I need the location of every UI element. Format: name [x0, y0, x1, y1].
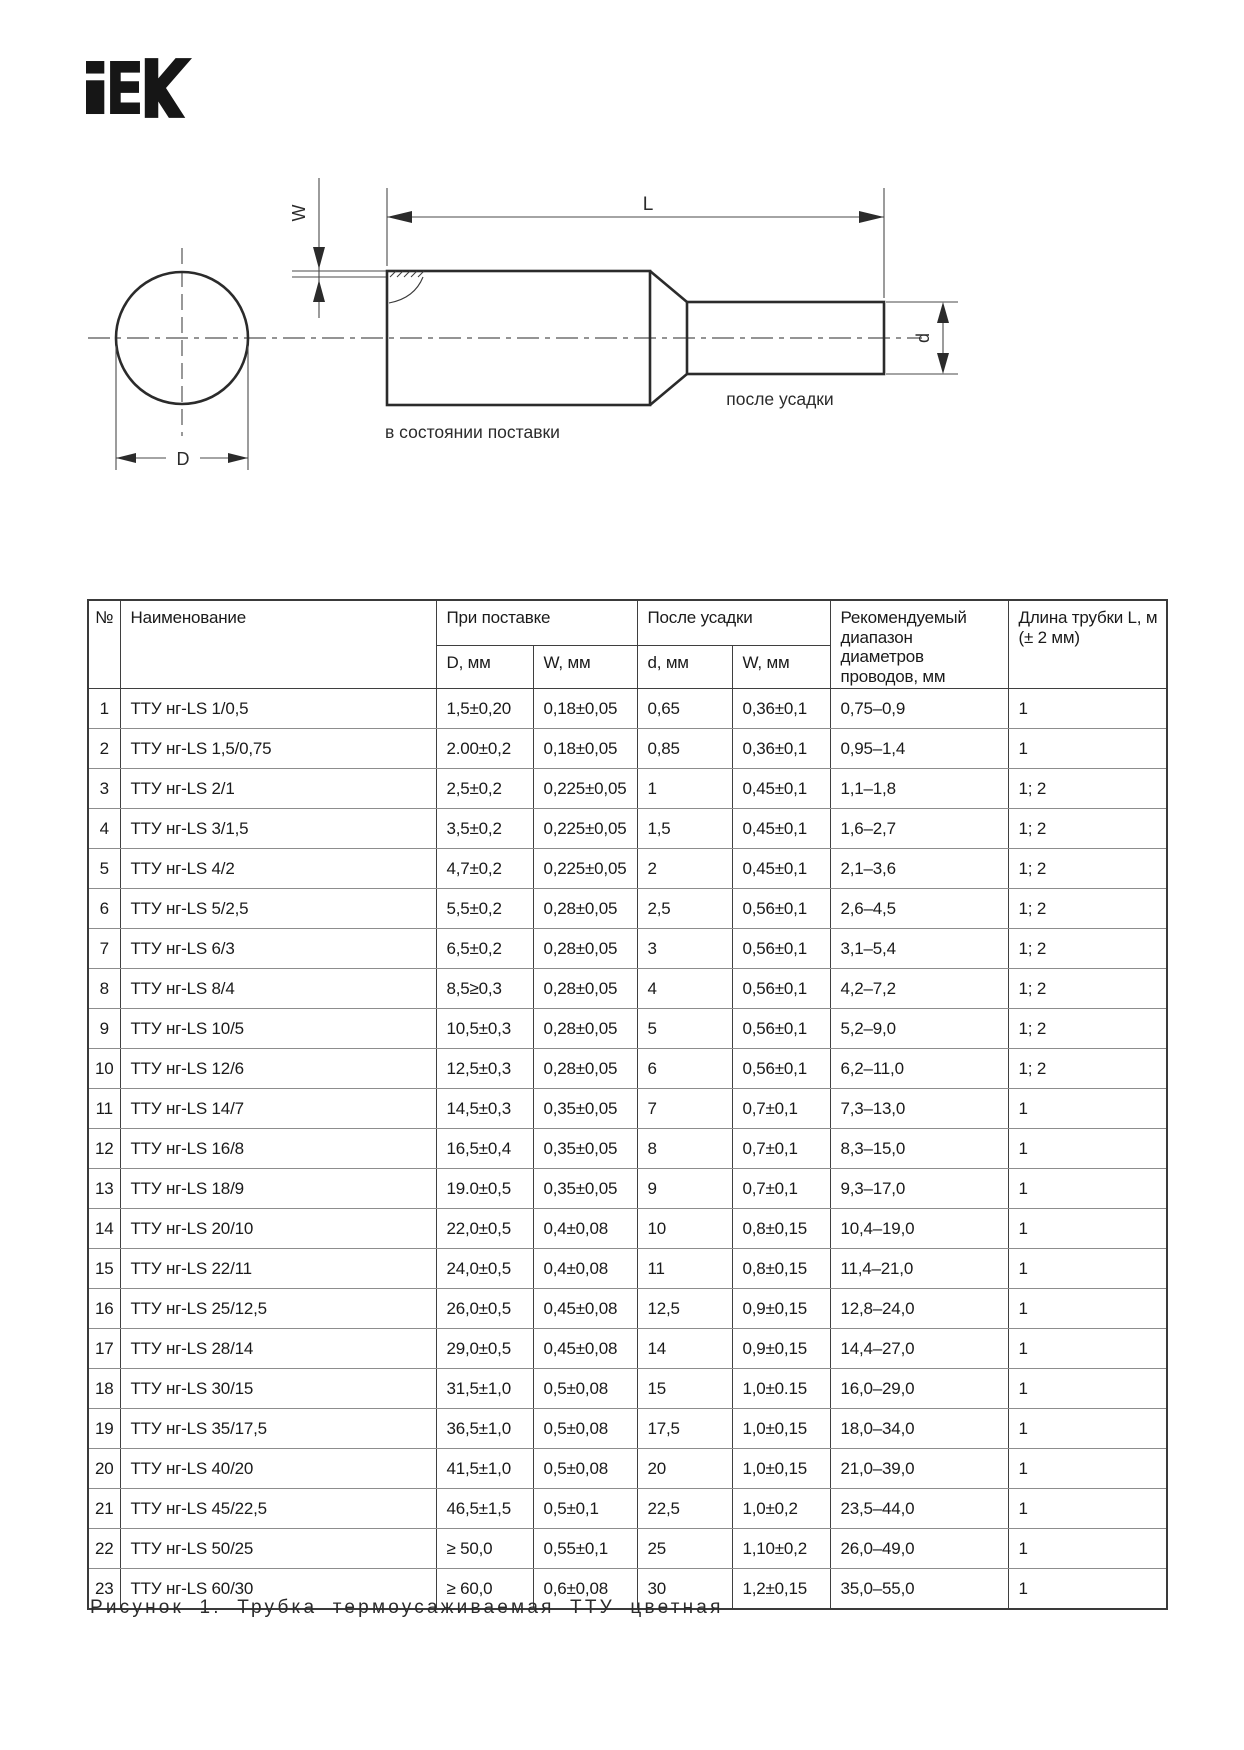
table-row [88, 729, 1167, 769]
spec-table [87, 599, 1168, 1610]
cell-wire-range: 4,2–7,2 [830, 969, 1008, 1009]
cell-product-name: ТТУ нг-LS 20/10 [120, 1209, 436, 1249]
cell-tube-length: 1; 2 [1008, 929, 1167, 969]
table-row [88, 1049, 1167, 1089]
dim-label-d: d [913, 332, 933, 344]
cell-product-name: ТТУ нг-LS 5/2,5 [120, 889, 436, 929]
cell-shrunk-W: 0,9±0,15 [732, 1329, 830, 1369]
cell-shrunk-d: 14 [637, 1329, 732, 1369]
cell-shrunk-d: 15 [637, 1369, 732, 1409]
cell-tube-length: 1 [1008, 1489, 1167, 1529]
cell-shrunk-W: 0,45±0,1 [732, 809, 830, 849]
cell-shrunk-W: 1,10±0,2 [732, 1529, 830, 1569]
cell-shrunk-d: 30 [637, 1569, 732, 1610]
cell-delivery-W: 0,5±0,08 [533, 1409, 637, 1449]
cell-shrunk-d: 0,65 [637, 689, 732, 729]
cell-product-name: ТТУ нг-LS 12/6 [120, 1049, 436, 1089]
col-header-num: № [88, 600, 120, 689]
table-row [88, 889, 1167, 929]
l-arrow-right [859, 211, 884, 223]
cell-tube-length: 1; 2 [1008, 1009, 1167, 1049]
cell-tube-length: 1 [1008, 1289, 1167, 1329]
cell-product-name: ТТУ нг-LS 30/15 [120, 1369, 436, 1409]
table-row [88, 1169, 1167, 1209]
cell-delivery-W: 0,18±0,05 [533, 729, 637, 769]
technical-drawing [0, 0, 1244, 500]
cell-shrunk-d: 2 [637, 849, 732, 889]
cell-product-name: ТТУ нг-LS 40/20 [120, 1449, 436, 1489]
cell-shrunk-W: 1,0±0,2 [732, 1489, 830, 1529]
cell-wire-range: 0,95–1,4 [830, 729, 1008, 769]
cell-shrunk-W: 0,56±0,1 [732, 1049, 830, 1089]
cell-row-number: 19 [88, 1409, 120, 1449]
table-row [88, 769, 1167, 809]
cell-product-name: ТТУ нг-LS 8/4 [120, 969, 436, 1009]
dim-label-D: D [176, 449, 190, 469]
cell-row-number: 1 [88, 689, 120, 729]
cell-tube-length: 1; 2 [1008, 969, 1167, 1009]
cell-delivery-W: 0,5±0,08 [533, 1449, 637, 1489]
cell-delivery-D: 5,5±0,2 [436, 889, 533, 929]
cell-row-number: 9 [88, 1009, 120, 1049]
cell-delivery-W: 0,28±0,05 [533, 1009, 637, 1049]
cell-shrunk-d: 3 [637, 929, 732, 969]
cell-tube-length: 1 [1008, 1169, 1167, 1209]
cell-product-name: ТТУ нг-LS 14/7 [120, 1089, 436, 1129]
cell-delivery-W: 0,4±0,08 [533, 1209, 637, 1249]
cell-row-number: 15 [88, 1249, 120, 1289]
cell-delivery-W: 0,55±0,1 [533, 1529, 637, 1569]
cell-wire-range: 3,1–5,4 [830, 929, 1008, 969]
cell-row-number: 5 [88, 849, 120, 889]
col-header-after-shrink: После усадки [637, 600, 830, 646]
d-arrow-left [116, 453, 136, 463]
cell-wire-range: 5,2–9,0 [830, 1009, 1008, 1049]
cell-product-name: ТТУ нг-LS 28/14 [120, 1329, 436, 1369]
cell-shrunk-d: 8 [637, 1129, 732, 1169]
header-row-groups [88, 600, 1167, 646]
table-row [88, 1529, 1167, 1569]
col-header-D-mm: D, мм [436, 646, 533, 689]
cell-shrunk-W: 1,0±0.15 [732, 1369, 830, 1409]
cell-shrunk-d: 0,85 [637, 729, 732, 769]
cell-row-number: 11 [88, 1089, 120, 1129]
cell-delivery-D: 16,5±0,4 [436, 1129, 533, 1169]
cell-delivery-W: 0,45±0,08 [533, 1289, 637, 1329]
cell-row-number: 2 [88, 729, 120, 769]
cell-product-name: ТТУ нг-LS 3/1,5 [120, 809, 436, 849]
cell-shrunk-d: 12,5 [637, 1289, 732, 1329]
cell-delivery-W: 0,225±0,05 [533, 849, 637, 889]
cell-shrunk-W: 1,2±0,15 [732, 1569, 830, 1610]
cell-shrunk-W: 1,0±0,15 [732, 1409, 830, 1449]
cell-product-name: ТТУ нг-LS 1/0,5 [120, 689, 436, 729]
cell-shrunk-d: 9 [637, 1169, 732, 1209]
cell-delivery-D: 26,0±0,5 [436, 1289, 533, 1329]
table-row [88, 1489, 1167, 1529]
table-row [88, 689, 1167, 729]
cell-delivery-D: 31,5±1,0 [436, 1369, 533, 1409]
cell-delivery-D: 14,5±0,3 [436, 1089, 533, 1129]
cell-delivery-D: 6,5±0,2 [436, 929, 533, 969]
cell-shrunk-d: 22,5 [637, 1489, 732, 1529]
table-row [88, 929, 1167, 969]
label-supplied-state: в состоянии поставки [385, 422, 560, 442]
col-header-at-delivery: При поставке [436, 600, 637, 646]
cell-delivery-D: 3,5±0,2 [436, 809, 533, 849]
dim-label-L: L [642, 194, 654, 215]
table-row [88, 1449, 1167, 1489]
cell-delivery-W: 0,18±0,05 [533, 689, 637, 729]
cell-shrunk-W: 0,36±0,1 [732, 689, 830, 729]
cell-tube-length: 1 [1008, 1089, 1167, 1129]
cell-delivery-W: 0,45±0,08 [533, 1329, 637, 1369]
cell-row-number: 8 [88, 969, 120, 1009]
label-after-shrink: после усадки [726, 389, 834, 409]
d-arrow-right [228, 453, 248, 463]
cell-row-number: 22 [88, 1529, 120, 1569]
cell-delivery-W: 0,4±0,08 [533, 1249, 637, 1289]
col-header-W-mm-2: W, мм [732, 646, 830, 689]
table-row [88, 1089, 1167, 1129]
table-row [88, 1249, 1167, 1289]
cell-wire-range: 12,8–24,0 [830, 1289, 1008, 1329]
cell-row-number: 23 [88, 1569, 120, 1610]
cell-tube-length: 1; 2 [1008, 1049, 1167, 1089]
cell-wire-range: 2,1–3,6 [830, 849, 1008, 889]
cell-tube-length: 1 [1008, 689, 1167, 729]
cell-tube-length: 1; 2 [1008, 889, 1167, 929]
cell-shrunk-d: 20 [637, 1449, 732, 1489]
cell-delivery-W: 0,35±0,05 [533, 1129, 637, 1169]
table-row [88, 1009, 1167, 1049]
cell-shrunk-d: 10 [637, 1209, 732, 1249]
cell-wire-range: 1,6–2,7 [830, 809, 1008, 849]
cell-shrunk-W: 0,7±0,1 [732, 1169, 830, 1209]
w-arrow-up [313, 280, 325, 302]
cell-tube-length: 1 [1008, 1129, 1167, 1169]
cell-wire-range: 18,0–34,0 [830, 1409, 1008, 1449]
cell-shrunk-W: 0,45±0,1 [732, 769, 830, 809]
cell-row-number: 17 [88, 1329, 120, 1369]
cell-product-name: ТТУ нг-LS 10/5 [120, 1009, 436, 1049]
cell-delivery-W: 0,225±0,05 [533, 809, 637, 849]
cell-delivery-D: 22,0±0,5 [436, 1209, 533, 1249]
cell-row-number: 18 [88, 1369, 120, 1409]
cell-tube-length: 1 [1008, 729, 1167, 769]
cell-tube-length: 1 [1008, 1369, 1167, 1409]
cell-wire-range: 2,6–4,5 [830, 889, 1008, 929]
small-d-arrow-up [937, 302, 949, 323]
cell-row-number: 7 [88, 929, 120, 969]
cell-product-name: ТТУ нг-LS 50/25 [120, 1529, 436, 1569]
cell-delivery-D: 24,0±0,5 [436, 1249, 533, 1289]
cell-row-number: 21 [88, 1489, 120, 1529]
cell-delivery-D: 2.00±0,2 [436, 729, 533, 769]
dim-label-W: W [289, 204, 309, 222]
cell-delivery-D: 12,5±0,3 [436, 1049, 533, 1089]
cell-wire-range: 1,1–1,8 [830, 769, 1008, 809]
cell-shrunk-W: 0,8±0,15 [732, 1249, 830, 1289]
cell-wire-range: 8,3–15,0 [830, 1129, 1008, 1169]
cell-wire-range: 16,0–29,0 [830, 1369, 1008, 1409]
table-row [88, 1209, 1167, 1249]
figure-caption: Рисунок 1. Трубка термоусаживаемая ТТУ цветная [90, 1597, 724, 1618]
cell-shrunk-W: 0,7±0,1 [732, 1089, 830, 1129]
col-header-length: Длина трубки L, м (± 2 мм) [1008, 600, 1167, 689]
cell-tube-length: 1 [1008, 1409, 1167, 1449]
table-row [88, 1409, 1167, 1449]
cell-wire-range: 35,0–55,0 [830, 1569, 1008, 1610]
cell-row-number: 16 [88, 1289, 120, 1329]
table-row [88, 809, 1167, 849]
cell-row-number: 4 [88, 809, 120, 849]
cell-wire-range: 21,0–39,0 [830, 1449, 1008, 1489]
cell-shrunk-W: 0,7±0,1 [732, 1129, 830, 1169]
cell-delivery-W: 0,225±0,05 [533, 769, 637, 809]
cell-delivery-D: 2,5±0,2 [436, 769, 533, 809]
cell-delivery-D: 19.0±0,5 [436, 1169, 533, 1209]
cell-shrunk-d: 1,5 [637, 809, 732, 849]
cell-delivery-D: 46,5±1,5 [436, 1489, 533, 1529]
cell-shrunk-d: 6 [637, 1049, 732, 1089]
cell-delivery-W: 0,35±0,05 [533, 1169, 637, 1209]
cell-wire-range: 9,3–17,0 [830, 1169, 1008, 1209]
cell-wire-range: 10,4–19,0 [830, 1209, 1008, 1249]
small-d-arrow-down [937, 353, 949, 374]
cell-wire-range: 14,4–27,0 [830, 1329, 1008, 1369]
cell-product-name: ТТУ нг-LS 35/17,5 [120, 1409, 436, 1449]
table-row [88, 969, 1167, 1009]
cell-row-number: 14 [88, 1209, 120, 1249]
cell-delivery-W: 0,6±0,08 [533, 1569, 637, 1610]
cell-shrunk-d: 5 [637, 1009, 732, 1049]
cell-delivery-W: 0,35±0,05 [533, 1089, 637, 1129]
cell-delivery-W: 0,28±0,05 [533, 969, 637, 1009]
cell-product-name: ТТУ нг-LS 2/1 [120, 769, 436, 809]
cell-shrunk-W: 0,56±0,1 [732, 1009, 830, 1049]
cell-product-name: ТТУ нг-LS 6/3 [120, 929, 436, 969]
cell-product-name: ТТУ нг-LS 1,5/0,75 [120, 729, 436, 769]
cell-shrunk-d: 4 [637, 969, 732, 1009]
cell-wire-range: 26,0–49,0 [830, 1529, 1008, 1569]
cell-shrunk-d: 11 [637, 1249, 732, 1289]
cell-shrunk-W: 0,9±0,15 [732, 1289, 830, 1329]
cell-delivery-W: 0,5±0,1 [533, 1489, 637, 1529]
cell-tube-length: 1 [1008, 1449, 1167, 1489]
cell-product-name: ТТУ нг-LS 25/12,5 [120, 1289, 436, 1329]
cell-wire-range: 11,4–21,0 [830, 1249, 1008, 1289]
cell-delivery-D: 1,5±0,20 [436, 689, 533, 729]
cell-delivery-D: ≥ 60,0 [436, 1569, 533, 1610]
cell-delivery-D: 29,0±0,5 [436, 1329, 533, 1369]
cell-tube-length: 1 [1008, 1329, 1167, 1369]
table-row [88, 1289, 1167, 1329]
taper-top [650, 271, 687, 302]
cell-row-number: 10 [88, 1049, 120, 1089]
cell-tube-length: 1; 2 [1008, 769, 1167, 809]
cell-product-name: ТТУ нг-LS 60/30 [120, 1569, 436, 1610]
cell-shrunk-W: 0,56±0,1 [732, 929, 830, 969]
cell-shrunk-W: 1,0±0,15 [732, 1449, 830, 1489]
cell-shrunk-d: 1 [637, 769, 732, 809]
cell-tube-length: 1 [1008, 1209, 1167, 1249]
cell-shrunk-d: 7 [637, 1089, 732, 1129]
cell-product-name: ТТУ нг-LS 16/8 [120, 1129, 436, 1169]
cell-tube-length: 1 [1008, 1569, 1167, 1610]
cell-product-name: ТТУ нг-LS 4/2 [120, 849, 436, 889]
cell-wire-range: 6,2–11,0 [830, 1049, 1008, 1089]
cell-delivery-W: 0,28±0,05 [533, 929, 637, 969]
cell-row-number: 20 [88, 1449, 120, 1489]
cell-shrunk-W: 0,45±0,1 [732, 849, 830, 889]
cell-shrunk-d: 2,5 [637, 889, 732, 929]
cell-wire-range: 0,75–0,9 [830, 689, 1008, 729]
cell-tube-length: 1; 2 [1008, 849, 1167, 889]
cell-delivery-D: 4,7±0,2 [436, 849, 533, 889]
cell-delivery-D: 10,5±0,3 [436, 1009, 533, 1049]
l-arrow-left [387, 211, 412, 223]
wall-inner-curve [389, 277, 423, 303]
cell-shrunk-d: 17,5 [637, 1409, 732, 1449]
cell-shrunk-W: 0,36±0,1 [732, 729, 830, 769]
cell-row-number: 12 [88, 1129, 120, 1169]
cell-delivery-W: 0,28±0,05 [533, 1049, 637, 1089]
col-header-wire-range: Рекомендуемый диапазон диаметров проводов, мм [830, 600, 1008, 689]
cell-delivery-D: 36,5±1,0 [436, 1409, 533, 1449]
col-header-d-mm: d, мм [637, 646, 732, 689]
cell-tube-length: 1; 2 [1008, 809, 1167, 849]
table-row [88, 1129, 1167, 1169]
table-row [88, 849, 1167, 889]
w-arrow-down [313, 247, 325, 269]
cell-delivery-W: 0,5±0,08 [533, 1369, 637, 1409]
cell-delivery-W: 0,28±0,05 [533, 889, 637, 929]
cell-shrunk-W: 0,8±0,15 [732, 1209, 830, 1249]
cell-product-name: ТТУ нг-LS 22/11 [120, 1249, 436, 1289]
cell-row-number: 3 [88, 769, 120, 809]
cell-tube-length: 1 [1008, 1529, 1167, 1569]
table-row [88, 1329, 1167, 1369]
cell-wire-range: 23,5–44,0 [830, 1489, 1008, 1529]
cell-tube-length: 1 [1008, 1249, 1167, 1289]
cell-shrunk-W: 0,56±0,1 [732, 889, 830, 929]
cell-shrunk-W: 0,56±0,1 [732, 969, 830, 1009]
cell-delivery-D: ≥ 50,0 [436, 1529, 533, 1569]
cell-product-name: ТТУ нг-LS 45/22,5 [120, 1489, 436, 1529]
cell-row-number: 13 [88, 1169, 120, 1209]
taper-bottom [650, 374, 687, 405]
cell-wire-range: 7,3–13,0 [830, 1089, 1008, 1129]
cell-delivery-D: 8,5≥0,3 [436, 969, 533, 1009]
table-row [88, 1369, 1167, 1409]
col-header-W-mm-1: W, мм [533, 646, 637, 689]
cell-row-number: 6 [88, 889, 120, 929]
col-header-name: Наименование [120, 600, 436, 689]
cell-shrunk-d: 25 [637, 1529, 732, 1569]
cell-delivery-D: 41,5±1,0 [436, 1449, 533, 1489]
cell-product-name: ТТУ нг-LS 18/9 [120, 1169, 436, 1209]
